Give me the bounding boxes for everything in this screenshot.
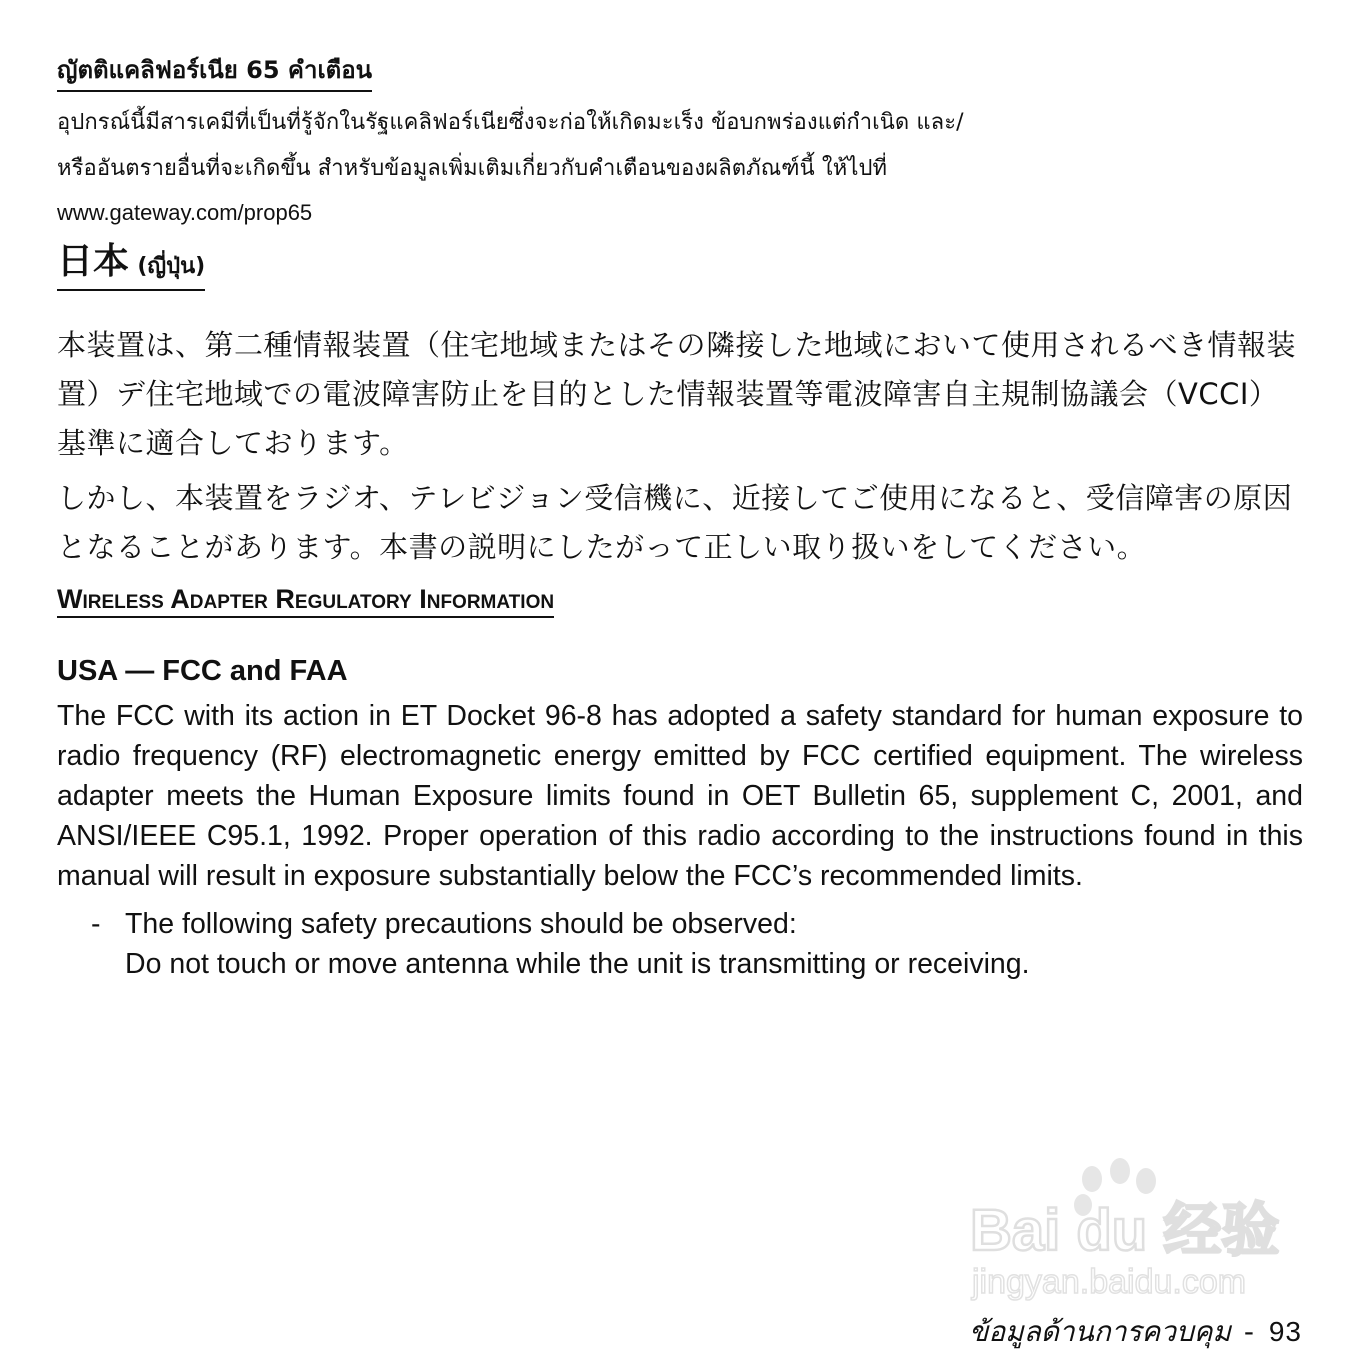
prop65-url: www.gateway.com/prop65 xyxy=(57,200,313,225)
bullet-dash: - xyxy=(91,908,101,941)
safety-precautions-list xyxy=(57,904,1303,984)
document-page xyxy=(57,52,1303,984)
wireless-section-title: Wireless Adapter Regulatory Information xyxy=(57,582,554,618)
fcc-paragraph: The FCC with its action in ET Docket 96-8 has adopted a safety standard for human exposure to radio frequency (RF) electromagnetic energy emitted by FCC certified equipment. The wireless adapter meets the Human Exposure limits found in OET Bulletin 65, supplement C, 2001, and ANSI/IEEE C95.1, 1992. Proper operation of this radio according to the instructions found in this manual will result in exposure substantially below the FCC’s recommended limits. xyxy=(57,700,1303,893)
watermark-site: jingyan.baidu.com xyxy=(972,1263,1247,1301)
prop65-line-1: อุปกรณ์นี้มีสารเคมีที่เป็นที่รู้จักในรัฐแคลิฟอร์เนียซึ่งจะก่อให้เกิดมะเร็ง ข้อบกพร่องแต่กำเนิด และ/ xyxy=(57,110,964,135)
baidu-watermark xyxy=(960,1155,1280,1305)
japan-vcci-paragraph: 本装置は、第二種情報装置（住宅地域またはその隣接した地域において使用されるべき情報装置）デ住宅地域での電波障害防止を目的とした情報装置等電波障害自主規制協議会（VCCI）基準に適合しております。 xyxy=(57,327,1297,460)
chapter-name: ข้อมูลด้านการควบคุม xyxy=(969,1315,1231,1348)
watermark-brand: Bai du 经验 xyxy=(970,1198,1280,1263)
japan-title-kanji: 日本 xyxy=(57,241,130,282)
bullet-line-2: Do not touch or move antenna while the unit is transmitting or receiving. xyxy=(125,948,1030,981)
japan-title-thai: (ญี่ปุ่น) xyxy=(137,254,206,279)
prop65-title: ญัตติแคลิฟอร์เนีย 65 คำเตือน xyxy=(57,52,372,92)
footer-separator: - xyxy=(1243,1315,1254,1348)
bullet-line-1: The following safety precautions should be observed: xyxy=(125,908,797,941)
prop65-warning-text xyxy=(57,100,1303,192)
page-number: 93 xyxy=(1268,1316,1302,1347)
japan-section-title xyxy=(57,240,205,291)
usa-fcc-faa-title: USA — FCC and FAA xyxy=(57,655,348,688)
list-item xyxy=(57,904,1303,984)
prop65-line-2: หรืออันตรายอื่นที่จะเกิดขึ้น สำหรับข้อมูลเพิ่มเติมเกี่ยวกับคำเตือนของผลิตภัณฑ์นี้ ให้ไปที่ xyxy=(57,156,888,181)
page-footer xyxy=(969,1312,1302,1352)
japan-interference-paragraph: しかし、本装置をラジオ、テレビジョン受信機に、近接してご使用になると、受信障害の原因となることがあります。本書の説明にしたがって正しい取り扱いをしてください。 xyxy=(57,480,1293,564)
